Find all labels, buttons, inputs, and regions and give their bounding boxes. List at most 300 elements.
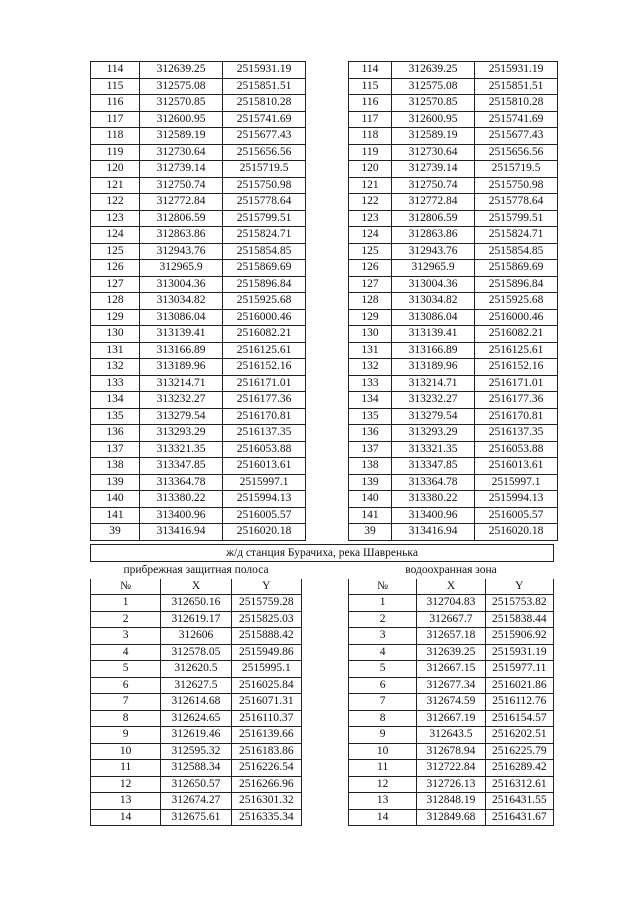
- point-number: 12: [349, 776, 417, 793]
- table-row: [91, 628, 302, 645]
- x-coordinate: 312589.19: [392, 128, 475, 145]
- point-number: 12: [91, 776, 161, 793]
- table-row: [349, 359, 558, 376]
- point-number: 3: [349, 628, 417, 645]
- y-coordinate: 2515656.56: [475, 144, 558, 161]
- x-coordinate: 312627.5: [161, 677, 231, 694]
- point-number: 8: [349, 710, 417, 727]
- table-row: [91, 611, 302, 628]
- x-coordinate: 312589.19: [140, 128, 223, 145]
- table-row: [91, 760, 302, 777]
- table-row: [349, 743, 554, 760]
- y-coordinate: 2516005.57: [475, 507, 558, 524]
- x-coordinate: 312965.9: [392, 260, 475, 277]
- x-coordinate: 312667.19: [417, 710, 485, 727]
- x-coordinate: 313293.29: [392, 425, 475, 442]
- y-coordinate: 2515906.92: [485, 628, 553, 645]
- x-coordinate: 313214.71: [392, 375, 475, 392]
- x-coordinate: 312619.46: [161, 727, 231, 744]
- y-coordinate: 2516225.79: [485, 743, 553, 760]
- y-coordinate: 2515869.69: [223, 260, 306, 277]
- x-coordinate: 312965.9: [140, 260, 223, 277]
- y-coordinate: 2516170.81: [223, 408, 306, 425]
- y-coordinate: 2515854.85: [475, 243, 558, 260]
- table-row: [349, 309, 558, 326]
- point-number: 5: [91, 661, 161, 678]
- x-coordinate: 312667.7: [417, 611, 485, 628]
- y-coordinate: 2515825.03: [231, 611, 301, 628]
- x-coordinate: 312772.84: [392, 194, 475, 211]
- point-number: 123: [349, 210, 392, 227]
- point-number: 117: [91, 111, 140, 128]
- table-row: [91, 62, 306, 79]
- y-coordinate: 2516053.88: [223, 441, 306, 458]
- point-number: 7: [91, 694, 161, 711]
- x-coordinate: 312570.85: [140, 95, 223, 112]
- table-row: [91, 260, 306, 277]
- x-coordinate: 312639.25: [417, 644, 485, 661]
- y-coordinate: 2515925.68: [223, 293, 306, 310]
- table-row: [349, 342, 558, 359]
- table-row: [349, 694, 554, 711]
- y-coordinate: 2516177.36: [475, 392, 558, 409]
- x-coordinate: 313189.96: [392, 359, 475, 376]
- point-number: 141: [91, 507, 140, 524]
- x-coordinate: 312863.86: [392, 227, 475, 244]
- table-row: [91, 458, 306, 475]
- table-row: [91, 144, 306, 161]
- y-coordinate: 2516183.86: [231, 743, 301, 760]
- point-number: 141: [349, 507, 392, 524]
- point-number: 132: [91, 359, 140, 376]
- point-number: 129: [349, 309, 392, 326]
- point-number: 135: [91, 408, 140, 425]
- point-number: 114: [91, 62, 140, 79]
- table-row: [91, 491, 306, 508]
- point-number: 133: [91, 375, 140, 392]
- y-coordinate: 2515677.43: [223, 128, 306, 145]
- x-coordinate: 312639.25: [392, 62, 475, 79]
- table-row: [91, 309, 306, 326]
- table-row: [349, 474, 558, 491]
- table-row: [349, 458, 558, 475]
- y-coordinate: 2515997.1: [475, 474, 558, 491]
- y-coordinate: 2515719.5: [475, 161, 558, 178]
- table-row: [91, 776, 302, 793]
- table-row: [349, 760, 554, 777]
- x-coordinate: 312639.25: [140, 62, 223, 79]
- point-number: 122: [349, 194, 392, 211]
- table-row: [91, 359, 306, 376]
- point-number: 123: [91, 210, 140, 227]
- table-row: [349, 524, 558, 541]
- x-coordinate: 313034.82: [140, 293, 223, 310]
- y-coordinate: 2516053.88: [475, 441, 558, 458]
- table-row: [91, 595, 302, 612]
- coastal-strip-table: [90, 563, 302, 826]
- point-number: 122: [91, 194, 140, 211]
- point-number: 120: [91, 161, 140, 178]
- point-number: 116: [91, 95, 140, 112]
- point-number: 131: [349, 342, 392, 359]
- table-row: [91, 809, 302, 826]
- x-coordinate: 313189.96: [140, 359, 223, 376]
- table-row: [349, 408, 558, 425]
- x-coordinate: 313347.85: [140, 458, 223, 475]
- table-row: [349, 243, 558, 260]
- point-number: 39: [349, 524, 392, 541]
- table-row: [349, 727, 554, 744]
- y-coordinate: 2516431.55: [485, 793, 553, 810]
- y-coordinate: 2516431.67: [485, 809, 553, 826]
- point-number: 137: [91, 441, 140, 458]
- point-number: 13: [349, 793, 417, 810]
- y-coordinate: 2516013.61: [475, 458, 558, 475]
- point-number: 11: [349, 760, 417, 777]
- point-number: 140: [91, 491, 140, 508]
- table-row: [91, 425, 306, 442]
- table-row: [349, 661, 554, 678]
- point-number: 139: [91, 474, 140, 491]
- x-coordinate: 313293.29: [140, 425, 223, 442]
- y-coordinate: 2515778.64: [223, 194, 306, 211]
- y-coordinate: 2515753.82: [485, 595, 553, 612]
- point-number: 10: [349, 743, 417, 760]
- x-coordinate: 312730.64: [140, 144, 223, 161]
- y-coordinate: 2515994.13: [223, 491, 306, 508]
- y-coordinate: 2516005.57: [223, 507, 306, 524]
- x-coordinate: 313139.41: [392, 326, 475, 343]
- point-number: 115: [349, 78, 392, 95]
- table-row: [91, 111, 306, 128]
- header-num: №: [349, 579, 417, 595]
- y-coordinate: 2516154.57: [485, 710, 553, 727]
- point-number: 137: [349, 441, 392, 458]
- x-coordinate: 312943.76: [140, 243, 223, 260]
- x-coordinate: 313004.36: [140, 276, 223, 293]
- y-coordinate: 2516171.01: [475, 375, 558, 392]
- table-row: [91, 177, 306, 194]
- x-coordinate: 313400.96: [392, 507, 475, 524]
- x-coordinate: 313139.41: [140, 326, 223, 343]
- table-row: [349, 326, 558, 343]
- x-coordinate: 312614.68: [161, 694, 231, 711]
- x-coordinate: 312575.08: [140, 78, 223, 95]
- y-coordinate: 2515854.85: [223, 243, 306, 260]
- x-coordinate: 313364.78: [392, 474, 475, 491]
- point-number: 118: [91, 128, 140, 145]
- table-row: [91, 743, 302, 760]
- point-number: 6: [349, 677, 417, 694]
- point-number: 39: [91, 524, 140, 541]
- y-coordinate: 2515810.28: [223, 95, 306, 112]
- point-number: 7: [349, 694, 417, 711]
- table-row: [91, 507, 306, 524]
- header-row: [349, 579, 554, 595]
- point-number: 127: [349, 276, 392, 293]
- point-number: 125: [349, 243, 392, 260]
- point-number: 133: [349, 375, 392, 392]
- y-coordinate: 2515977.11: [485, 661, 553, 678]
- y-coordinate: 2515824.71: [223, 227, 306, 244]
- x-coordinate: 312578.05: [161, 644, 231, 661]
- coordinates-table-top-left: [90, 61, 306, 541]
- point-number: 124: [349, 227, 392, 244]
- point-number: 138: [349, 458, 392, 475]
- table-row: [349, 441, 558, 458]
- y-coordinate: 2515750.98: [223, 177, 306, 194]
- y-coordinate: 2516137.35: [223, 425, 306, 442]
- y-coordinate: 2516170.81: [475, 408, 558, 425]
- x-coordinate: 313321.35: [140, 441, 223, 458]
- table-row: [349, 260, 558, 277]
- y-coordinate: 2516125.61: [475, 342, 558, 359]
- y-coordinate: 2516202.51: [485, 727, 553, 744]
- table-row: [349, 710, 554, 727]
- point-number: 11: [91, 760, 161, 777]
- point-number: 132: [349, 359, 392, 376]
- table-row: [91, 474, 306, 491]
- point-number: 128: [91, 293, 140, 310]
- table-row: [91, 441, 306, 458]
- x-coordinate: 312675.61: [161, 809, 231, 826]
- table-row: [349, 144, 558, 161]
- x-coordinate: 313086.04: [392, 309, 475, 326]
- point-number: 121: [349, 177, 392, 194]
- point-number: 126: [349, 260, 392, 277]
- x-coordinate: 312667.15: [417, 661, 485, 678]
- y-coordinate: 2516289.42: [485, 760, 553, 777]
- point-number: 1: [91, 595, 161, 612]
- y-coordinate: 2515851.51: [475, 78, 558, 95]
- y-coordinate: 2515896.84: [223, 276, 306, 293]
- point-number: 136: [91, 425, 140, 442]
- point-number: 119: [91, 144, 140, 161]
- table-row: [349, 628, 554, 645]
- point-number: 9: [349, 727, 417, 744]
- y-coordinate: 2516335.34: [231, 809, 301, 826]
- x-coordinate: 312677.34: [417, 677, 485, 694]
- point-number: 2: [91, 611, 161, 628]
- point-number: 3: [91, 628, 161, 645]
- table-row: [91, 326, 306, 343]
- x-coordinate: 312570.85: [392, 95, 475, 112]
- point-number: 128: [349, 293, 392, 310]
- table-row: [91, 644, 302, 661]
- x-coordinate: 312806.59: [140, 210, 223, 227]
- x-coordinate: 313279.54: [140, 408, 223, 425]
- table-row: [349, 809, 554, 826]
- y-coordinate: 2516013.61: [223, 458, 306, 475]
- table-row: [91, 524, 306, 541]
- point-number: 4: [91, 644, 161, 661]
- x-coordinate: 313347.85: [392, 458, 475, 475]
- point-number: 8: [91, 710, 161, 727]
- x-coordinate: 312750.74: [140, 177, 223, 194]
- y-coordinate: 2515810.28: [475, 95, 558, 112]
- point-number: 115: [91, 78, 140, 95]
- table-row: [349, 375, 558, 392]
- y-coordinate: 2516137.35: [475, 425, 558, 442]
- point-number: 125: [91, 243, 140, 260]
- point-number: 131: [91, 342, 140, 359]
- water-protection-zone-table: [348, 563, 554, 826]
- table-row: [349, 227, 558, 244]
- y-coordinate: 2515838.44: [485, 611, 553, 628]
- point-number: 134: [91, 392, 140, 409]
- x-coordinate: 313364.78: [140, 474, 223, 491]
- x-coordinate: 313279.54: [392, 408, 475, 425]
- x-coordinate: 312739.14: [140, 161, 223, 178]
- point-number: 9: [91, 727, 161, 744]
- header-x: X: [417, 579, 485, 595]
- table-row: [349, 78, 558, 95]
- table-row: [91, 276, 306, 293]
- water-protection-zone-caption: водоохранная зона: [405, 564, 497, 576]
- table-row: [91, 710, 302, 727]
- table-row: [91, 95, 306, 112]
- y-coordinate: 2516071.31: [231, 694, 301, 711]
- y-coordinate: 2515677.43: [475, 128, 558, 145]
- x-coordinate: 312606: [161, 628, 231, 645]
- table-row: [91, 161, 306, 178]
- coastal-strip-caption: прибрежная защитная полоса: [123, 564, 269, 576]
- x-coordinate: 312674.59: [417, 694, 485, 711]
- y-coordinate: 2515925.68: [475, 293, 558, 310]
- y-coordinate: 2516152.16: [475, 359, 558, 376]
- y-coordinate: 2516226.54: [231, 760, 301, 777]
- x-coordinate: 312726.13: [417, 776, 485, 793]
- x-coordinate: 312619.17: [161, 611, 231, 628]
- table-row: [349, 177, 558, 194]
- table-row: [349, 491, 558, 508]
- y-coordinate: 2516000.46: [475, 309, 558, 326]
- table-row: [91, 243, 306, 260]
- x-coordinate: 312595.32: [161, 743, 231, 760]
- table-row: [91, 128, 306, 145]
- table-row: [91, 375, 306, 392]
- table-row: [349, 677, 554, 694]
- point-number: 129: [91, 309, 140, 326]
- table-row: [349, 611, 554, 628]
- y-coordinate: 2516025.84: [231, 677, 301, 694]
- x-coordinate: 313321.35: [392, 441, 475, 458]
- table-row: [91, 392, 306, 409]
- x-coordinate: 313232.27: [392, 392, 475, 409]
- table-row: [91, 210, 306, 227]
- x-coordinate: 312588.34: [161, 760, 231, 777]
- x-coordinate: 312674.27: [161, 793, 231, 810]
- y-coordinate: 2515741.69: [223, 111, 306, 128]
- x-coordinate: 312849.68: [417, 809, 485, 826]
- y-coordinate: 2516000.46: [223, 309, 306, 326]
- table-row: [91, 227, 306, 244]
- table-row: [349, 644, 554, 661]
- x-coordinate: 313034.82: [392, 293, 475, 310]
- point-number: 118: [349, 128, 392, 145]
- point-number: 14: [91, 809, 161, 826]
- y-coordinate: 2515931.19: [475, 62, 558, 79]
- x-coordinate: 312624.65: [161, 710, 231, 727]
- y-coordinate: 2515931.19: [485, 644, 553, 661]
- table-row: [349, 276, 558, 293]
- x-coordinate: 312863.86: [140, 227, 223, 244]
- y-coordinate: 2515994.13: [475, 491, 558, 508]
- table-row: [349, 425, 558, 442]
- point-number: 138: [91, 458, 140, 475]
- x-coordinate: 312600.95: [392, 111, 475, 128]
- x-coordinate: 313416.94: [140, 524, 223, 541]
- x-coordinate: 313400.96: [140, 507, 223, 524]
- header-y: Y: [231, 579, 301, 595]
- table-row: [349, 128, 558, 145]
- table-row: [91, 727, 302, 744]
- y-coordinate: 2516082.21: [223, 326, 306, 343]
- point-number: 130: [349, 326, 392, 343]
- x-coordinate: 313380.22: [140, 491, 223, 508]
- y-coordinate: 2515656.56: [223, 144, 306, 161]
- x-coordinate: 312575.08: [392, 78, 475, 95]
- x-coordinate: 312750.74: [392, 177, 475, 194]
- y-coordinate: 2515869.69: [475, 260, 558, 277]
- x-coordinate: 312650.16: [161, 595, 231, 612]
- table-row: [91, 677, 302, 694]
- x-coordinate: 313416.94: [392, 524, 475, 541]
- y-coordinate: 2516020.18: [223, 524, 306, 541]
- point-number: 10: [91, 743, 161, 760]
- point-number: 13: [91, 793, 161, 810]
- coordinates-table-top-right: [348, 61, 558, 541]
- table-row: [91, 342, 306, 359]
- point-number: 5: [349, 661, 417, 678]
- point-number: 120: [349, 161, 392, 178]
- point-number: 135: [349, 408, 392, 425]
- x-coordinate: 312772.84: [140, 194, 223, 211]
- table-row: [349, 161, 558, 178]
- y-coordinate: 2516266.96: [231, 776, 301, 793]
- y-coordinate: 2515824.71: [475, 227, 558, 244]
- x-coordinate: 312678.94: [417, 743, 485, 760]
- point-number: 127: [91, 276, 140, 293]
- y-coordinate: 2515995.1: [231, 661, 301, 678]
- x-coordinate: 313380.22: [392, 491, 475, 508]
- point-number: 116: [349, 95, 392, 112]
- table-row: [91, 194, 306, 211]
- y-coordinate: 2515759.28: [231, 595, 301, 612]
- caption-row: [91, 563, 302, 579]
- y-coordinate: 2515799.51: [223, 210, 306, 227]
- x-coordinate: 313214.71: [140, 375, 223, 392]
- table-row: [349, 776, 554, 793]
- point-number: 14: [349, 809, 417, 826]
- x-coordinate: 312848.19: [417, 793, 485, 810]
- y-coordinate: 2516021.86: [485, 677, 553, 694]
- y-coordinate: 2516112.76: [485, 694, 553, 711]
- point-number: 134: [349, 392, 392, 409]
- y-coordinate: 2515741.69: [475, 111, 558, 128]
- table-row: [349, 793, 554, 810]
- x-coordinate: 312943.76: [392, 243, 475, 260]
- table-row: [91, 293, 306, 310]
- y-coordinate: 2516125.61: [223, 342, 306, 359]
- table-row: [349, 210, 558, 227]
- point-number: 126: [91, 260, 140, 277]
- table-row: [349, 111, 558, 128]
- x-coordinate: 313166.89: [392, 342, 475, 359]
- y-coordinate: 2515931.19: [223, 62, 306, 79]
- y-coordinate: 2516152.16: [223, 359, 306, 376]
- x-coordinate: 313004.36: [392, 276, 475, 293]
